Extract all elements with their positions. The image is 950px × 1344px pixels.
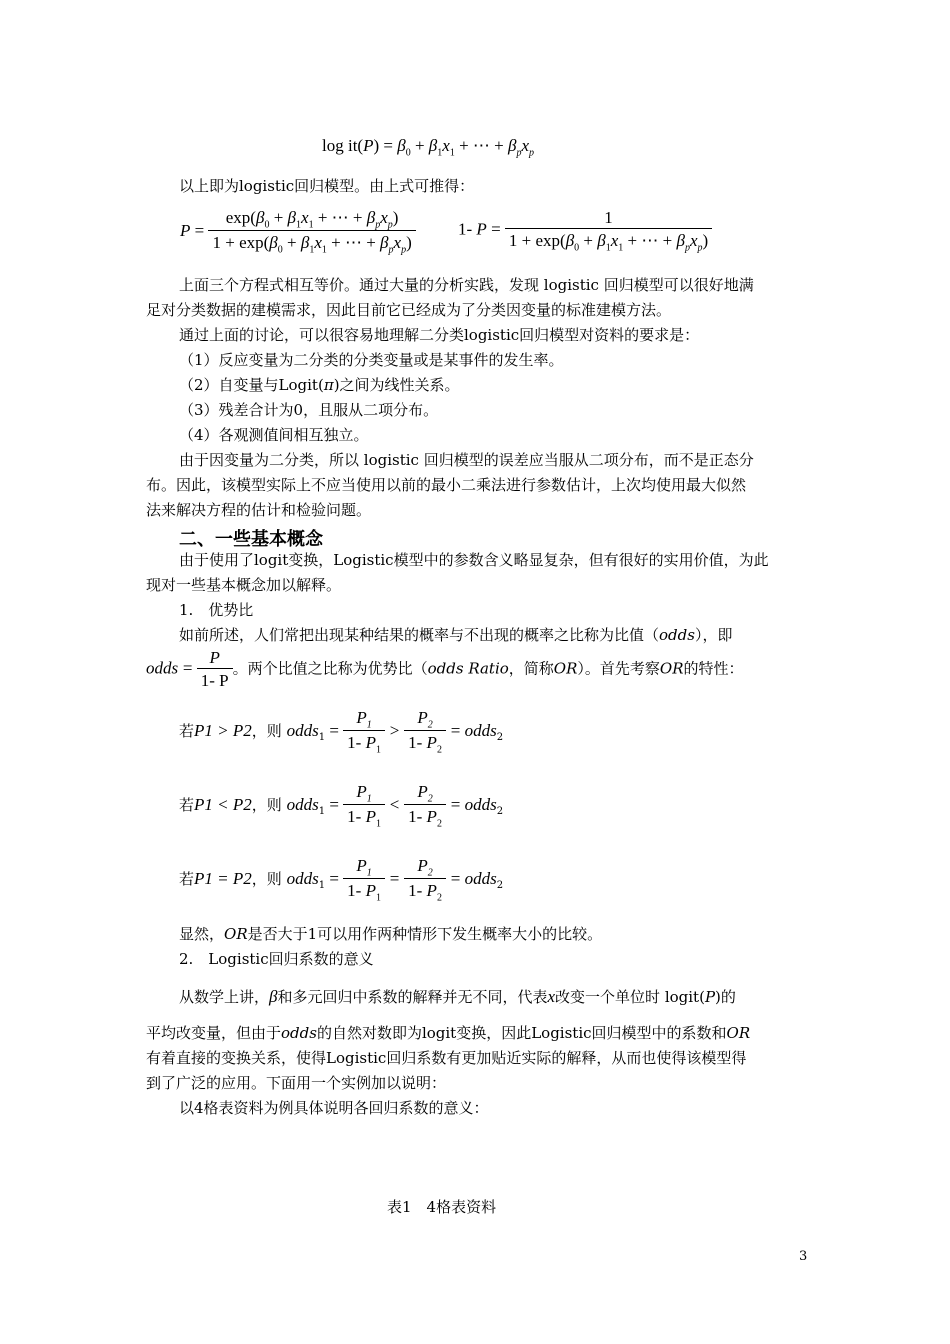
paragraph-logit-line1: 由于使用了logit变换，Logistic模型中的参数含义略显复杂，但有很好的实用价值，为此: [179, 551, 769, 569]
paragraph-coefficient-line4: 到了广泛的应用。下面用一个实例加以说明：: [146, 1074, 447, 1092]
or-term-3: OR: [224, 925, 248, 943]
case-less: 若P1 < P2，则 odds$_1$ = $\frac{P_1}{1- P_1}$ < $\frac{P_2}{1- P_2}$ = odds$_2$: [179, 782, 504, 830]
case-if: 若: [179, 869, 195, 888]
requirement-4: （4）各观测值间相互独立。: [179, 426, 369, 444]
paragraph-coefficient-line3: 有着直接的变换关系，使得Logistic回归系数有更加贴近实际的解释，从而也使得该模型得: [146, 1049, 747, 1067]
odds-term: odds: [659, 626, 695, 644]
paragraph-logit-line2: 现对一些基本概念加以解释。: [146, 576, 342, 594]
odds-term-2: odds: [281, 1024, 317, 1042]
case-then: ，则: [251, 795, 282, 814]
odds-definition-line: odds = $\frac{P}{1- P}$ 。两个比值之比称为优势比（odds Ratio，简称OR）。首先考察OR的特性：: [146, 648, 744, 690]
odds-ratio-term: odds Ratio: [427, 659, 509, 678]
case-operator: >: [389, 720, 400, 740]
requirement-2-pre: （2）自变量与Logit(: [179, 376, 324, 394]
or-comparison-pre: 显然，: [179, 925, 225, 943]
formula-logit: [322, 136, 534, 158]
paragraph-derive: 以上即为logistic回归模型。由上式可推得：: [179, 177, 475, 195]
paragraph-coefficient-line1: [179, 984, 736, 1010]
paragraph-odds: [179, 623, 732, 648]
requirement-2-post: )之间为线性关系。: [333, 376, 460, 394]
case-condition: P1 < P2: [194, 794, 252, 814]
odds-intro-end: ），即: [694, 626, 733, 644]
or-comparison-post: 是否大于1可以用作两种情形下发生概率大小的比较。: [247, 925, 603, 943]
section-title: 二、一些基本概念: [179, 529, 323, 550]
coef-text-a: 从数学上讲，: [179, 988, 270, 1006]
or-term-2: OR: [659, 659, 684, 678]
paragraph-coefficient-line2: [146, 1021, 750, 1046]
case-operator: <: [389, 794, 400, 814]
odds-fraction: [197, 648, 233, 691]
or-term: OR: [553, 659, 578, 678]
page-number: 3: [799, 1249, 808, 1264]
coef-text-c: 改变一个单位时 logit(: [555, 988, 705, 1006]
paragraph-equivalent-line2: 足对分类数据的建模需求，因此目前它已经成为了分类因变量的标准建模方法。: [146, 301, 672, 319]
requirement-3: （3）残差合计为0，且服从二项分布。: [179, 401, 439, 419]
odds-label: odds: [146, 658, 179, 678]
odds-numerator: P: [209, 648, 220, 667]
case-condition: P1 > P2: [194, 720, 252, 740]
table-caption: 表1 4格表资料: [387, 1198, 497, 1216]
case-if: 若: [179, 795, 195, 814]
formula-p: P = $\frac{\exp(\beta_0 + \beta_1x_1 + \cdots + \beta_px_p)}{1 + \exp(\beta_0 + \beta_1x_1 + \cdots + \beta_px_p)}$: [180, 208, 416, 256]
odds-denominator: 1- P: [197, 668, 233, 691]
odds-intro: 如前所述，人们常把出现某种结果的概率与不出现的概率之比称为比值（: [179, 626, 660, 644]
formula-logit-text: $\log it(P) = \beta_0 + \beta_1x_1$ + ⋯ + $\beta_px_p$: [322, 136, 535, 159]
odds-ratio-intro: 。两个比值之比称为优势比（: [232, 659, 428, 678]
odds-ratio-abbrev-text: ，简称: [508, 659, 554, 678]
or-term-4: OR: [726, 1024, 751, 1042]
requirement-1: （1）反应变量为二分类的分类变量或是某事件的发生率。: [179, 351, 564, 369]
odds-ratio-property: 的特性：: [683, 659, 744, 678]
coef-text-d: )的: [715, 988, 736, 1006]
paragraph-requirements: 通过上面的讨论，可以很容易地理解二分类logistic回归模型对资料的要求是：: [179, 326, 700, 344]
case-condition: P1 = P2: [194, 868, 252, 888]
coef-text-e: 平均改变量，但由于: [146, 1024, 282, 1042]
paragraph-binomial-line1: 由于因变量为二分类，所以 logistic 回归模型的误差应当服从二项分布，而不是正态分: [179, 451, 754, 469]
paragraph-binomial-line2: 布。因此，该模型实际上不应当使用以前的最小二乘法进行参数估计，上次均使用最大似然: [146, 476, 747, 494]
paragraph-binomial-line3: 法来解决方程的估计和检验问题。: [146, 501, 372, 519]
requirement-2: [179, 373, 460, 398]
odds-ratio-consider: ）。首先考察: [577, 659, 660, 678]
p-symbol: P: [704, 988, 716, 1006]
formula-1-minus-p: 1- P = $\frac{1}{1 + \exp(\beta_0 + \beta_1x_1 + \cdots + \beta_px_p)}$: [458, 208, 712, 253]
beta-symbol: β: [269, 987, 278, 1006]
paragraph-table-intro: 以4格表资料为例具体说明各回归系数的意义：: [179, 1099, 489, 1117]
case-if: 若: [179, 721, 195, 740]
case-then: ，则: [251, 721, 282, 740]
case-operator: =: [389, 868, 400, 888]
paragraph-equivalent-line1: 上面三个方程式相互等价。通过大量的分析实践，发现 logistic 回归模型可以很好地满: [179, 276, 754, 294]
pi-symbol: π: [323, 376, 334, 394]
x-symbol: x: [547, 987, 556, 1006]
case-equal: 若P1 = P2，则 odds$_1$ = $\frac{P_1}{1- P_1}$ = $\frac{P_2}{1- P_2}$ = odds$_2$: [179, 856, 504, 904]
item-odds-ratio: 1. 优势比: [179, 601, 254, 619]
coef-text-f: 的自然对数即为logit变换，因此Logistic回归模型中的系数和: [316, 1024, 727, 1042]
case-then: ，则: [251, 869, 282, 888]
case-greater: 若P1 > P2，则 odds$_1$ = $\frac{P_1}{1- P_1}$ > $\frac{P_2}{1- P_2}$ = odds$_2$: [179, 708, 504, 756]
coef-text-b: 和多元回归中系数的解释并无不同，代表: [277, 988, 548, 1006]
paragraph-or-comparison: [179, 922, 602, 947]
item-logistic-coefficient: 2. Logistic回归系数的意义: [179, 950, 374, 968]
